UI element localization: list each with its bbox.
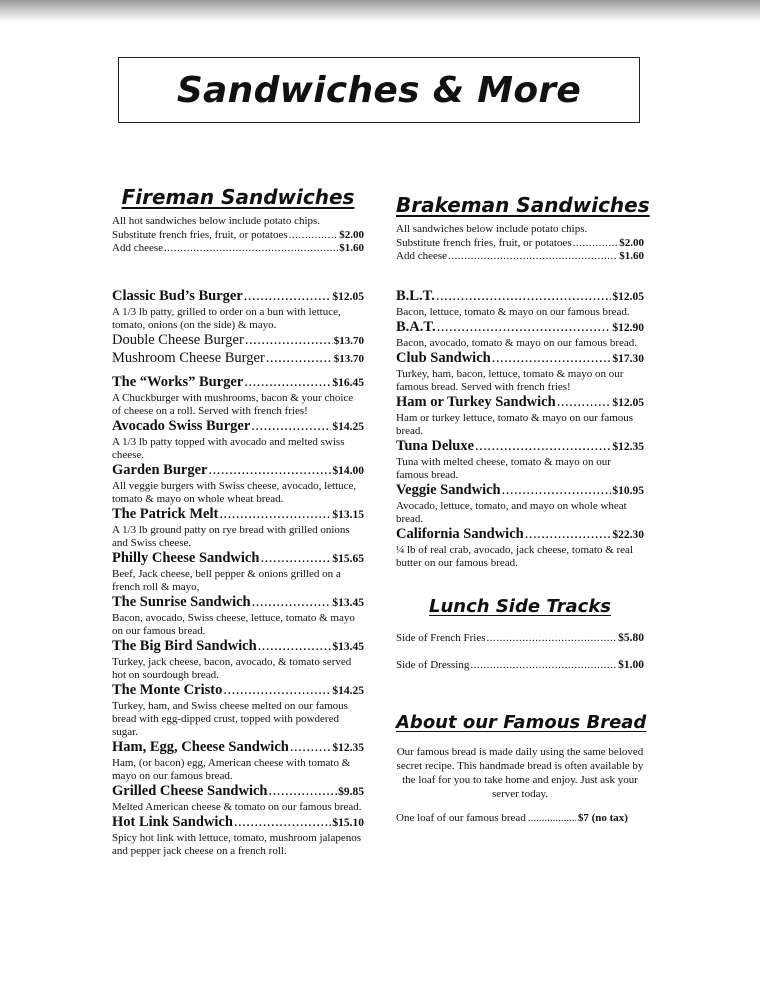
- menu-item: [112, 783, 364, 814]
- leader-dots: [245, 332, 333, 349]
- menu-item-price: $15.10: [332, 816, 364, 829]
- add-cheese-price: $1.60: [339, 242, 364, 254]
- brakeman-heading: Brakeman Sandwiches: [396, 193, 650, 217]
- menu-item: [396, 288, 644, 319]
- menu-item-header: [396, 438, 644, 456]
- menu-item-header: [112, 739, 364, 757]
- side-item-label: Side of French Fries: [396, 631, 486, 644]
- leader-dots: [252, 594, 332, 611]
- menu-item-price: $14.25: [332, 684, 364, 697]
- menu-item-price: $13.15: [332, 508, 364, 521]
- menu-item-name: Ham, Egg, Cheese Sandwich: [112, 738, 289, 755]
- side-item-price: $5.80: [618, 631, 644, 644]
- menu-item-price: $13.45: [332, 640, 364, 653]
- menu-item-description: All veggie burgers with Swiss cheese, avocado, lettuce, tomato & mayo on whole wheat bread.: [112, 479, 357, 505]
- menu-item: [112, 506, 364, 550]
- menu-item: [112, 418, 364, 462]
- menu-item-price: $9.85: [338, 785, 364, 798]
- bread-loaf-line: [396, 811, 644, 825]
- menu-item-description: Bacon, lettuce, tomato & mayo on our famous bread.: [396, 305, 630, 318]
- menu-item-name: The Big Bird Sandwich: [112, 637, 257, 654]
- menu-item-price: $12.90: [612, 321, 644, 334]
- menu-item-price: $12.05: [612, 290, 644, 303]
- fireman-intro-line: All hot sandwiches below include potato chips.: [112, 215, 321, 227]
- side-item-price: $1.00: [618, 658, 644, 671]
- menu-item-description: Ham, (or bacon) egg, American cheese with tomato & mayo on our famous bread.: [112, 756, 351, 782]
- add-cheese-price: $1.60: [619, 250, 644, 262]
- menu-item-price: $12.35: [612, 440, 644, 453]
- menu-item-header: [112, 418, 364, 436]
- leader-dots: [251, 418, 331, 435]
- substitute-price: $2.00: [619, 236, 644, 249]
- menu-item-name: Garden Burger: [112, 461, 208, 478]
- leader-dots: [437, 319, 612, 336]
- menu-item-description: ¼ lb of real crab, avocado, jack cheese, tomato & real butter on our famous bread.: [396, 543, 633, 569]
- fireman-items-list: [112, 288, 364, 858]
- menu-item-name: The “Works” Burger: [112, 373, 244, 390]
- fireman-add-cheese-line: [112, 242, 364, 256]
- menu-item-price: $16.45: [332, 376, 364, 389]
- menu-item-header: [112, 594, 364, 612]
- menu-item-description: A 1/3 lb patty, grilled to order on a bun with lettuce, tomato, onions (on the side) & mayo.: [112, 305, 341, 331]
- menu-item-name: B.L.T.: [396, 287, 435, 304]
- menu-item: [112, 739, 364, 783]
- loaf-price: $7 (no tax): [577, 811, 628, 824]
- menu-item-name: Hot Link Sandwich: [112, 813, 233, 830]
- fireman-heading: Fireman Sandwiches: [121, 185, 355, 209]
- bread-description: Our famous bread is made daily using the same beloved secret recipe. This handmade bread is often available by the loaf for you to take home and enjoy. Just ask your server today.: [396, 745, 644, 800]
- menu-item-price: $12.35: [332, 741, 364, 754]
- leader-dots: [487, 631, 618, 645]
- menu-item: [396, 394, 644, 438]
- menu-item-header: [112, 506, 364, 524]
- leader-dots: [289, 229, 339, 243]
- menu-item: [112, 288, 364, 368]
- variant-price: $13.70: [333, 334, 364, 347]
- substitute-label: Substitute french fries, fruit, or potatoes: [112, 228, 288, 241]
- menu-item-header: [112, 374, 364, 392]
- variant-label: Double Cheese Burger: [112, 331, 244, 348]
- leader-dots: [475, 438, 611, 455]
- leader-dots: [448, 250, 618, 264]
- menu-item-description: Ham or turkey lettuce, tomato & mayo on our famous bread.: [396, 411, 634, 437]
- menu-item-price: $17.30: [612, 352, 644, 365]
- leader-dots: [258, 638, 332, 655]
- menu-item: [112, 638, 364, 682]
- leader-dots: [502, 482, 612, 499]
- substitute-price: $2.00: [339, 228, 364, 241]
- menu-item-name: Ham or Turkey Sandwich: [396, 393, 556, 410]
- menu-item: [396, 319, 644, 350]
- menu-item-name: The Patrick Melt: [112, 505, 219, 522]
- menu-item-variant: [112, 332, 364, 350]
- brakeman-substitute-line: [396, 237, 644, 251]
- substitute-label: Substitute french fries, fruit, or potatoes: [396, 236, 572, 249]
- menu-title: Sandwiches & More: [176, 69, 582, 111]
- leader-dots: [557, 394, 612, 411]
- side-item-label: Side of Dressing: [396, 658, 470, 671]
- sides-heading: Lunch Side Tracks: [428, 595, 612, 617]
- menu-item-variant: [112, 350, 364, 368]
- leader-dots: [244, 374, 331, 391]
- leader-dots: [268, 783, 337, 800]
- brakeman-intro-line: All sandwiches below include potato chips.: [396, 223, 588, 235]
- menu-item-description: Turkey, ham, bacon, lettuce, tomato & mayo on our famous bread. Served with french fries!: [396, 367, 624, 393]
- menu-item-header: [112, 288, 364, 306]
- menu-item: [112, 594, 364, 638]
- menu-item: [396, 526, 644, 570]
- menu-title-box: [118, 57, 640, 123]
- menu-item-header: [112, 814, 364, 832]
- leader-dots: [492, 350, 612, 367]
- menu-item-price: $14.25: [332, 420, 364, 433]
- menu-item: [112, 814, 364, 858]
- menu-item: [112, 682, 364, 739]
- leader-dots: [223, 682, 331, 699]
- fireman-column: [112, 185, 364, 858]
- leader-dots: [573, 237, 619, 251]
- menu-item-description: Beef, Jack cheese, bell pepper & onions grilled on a french roll & mayo,: [112, 567, 341, 593]
- menu-item: [112, 462, 364, 506]
- side-item: [396, 658, 644, 672]
- menu-item-header: [112, 462, 364, 480]
- menu-item-name: Avocado Swiss Burger: [112, 417, 251, 434]
- menu-item-header: [396, 394, 644, 412]
- leader-dots: [290, 739, 332, 756]
- menu-item-name: California Sandwich: [396, 525, 524, 542]
- menu-item-description: Melted American cheese & tomato on our famous bread.: [112, 800, 362, 813]
- menu-item-description: Turkey, jack cheese, bacon, avocado, & tomato served hot on sourdough bread.: [112, 655, 352, 681]
- menu-item-price: $22.30: [612, 528, 644, 541]
- menu-item-name: Grilled Cheese Sandwich: [112, 782, 268, 799]
- menu-item-header: [396, 350, 644, 368]
- leader-dots: [208, 462, 331, 479]
- sides-list: [396, 631, 644, 672]
- menu-item-description: A Chuckburger with mushrooms, bacon & your choice of cheese on a roll. Served with french fries!: [112, 391, 354, 417]
- menu-item-name: Classic Bud’s Burger: [112, 287, 243, 304]
- menu-item-header: [112, 682, 364, 700]
- leader-dots: [244, 288, 332, 305]
- menu-item: [112, 550, 364, 594]
- leader-dots: [470, 658, 617, 672]
- loaf-label: One loaf of our famous bread: [396, 811, 526, 824]
- menu-item-price: $14.00: [332, 464, 364, 477]
- menu-item-header: [112, 638, 364, 656]
- menu-item-price: $13.45: [332, 596, 364, 609]
- fireman-intro: [112, 215, 364, 256]
- menu-item-description: Bacon, avocado, Swiss cheese, lettuce, tomato & mayo on our famous bread.: [112, 611, 355, 637]
- side-item: [396, 631, 644, 645]
- menu-item-description: A 1/3 lb patty topped with avocado and melted swiss cheese.: [112, 435, 345, 461]
- menu-item: [396, 482, 644, 526]
- menu-item-header: [396, 526, 644, 544]
- leader-dots: [528, 811, 576, 825]
- leader-dots: [266, 350, 333, 367]
- add-cheese-label: Add cheese: [112, 242, 164, 254]
- leader-dots: [164, 242, 338, 256]
- add-cheese-label: Add cheese: [396, 250, 448, 262]
- bread-heading: About our Famous Bread: [396, 711, 647, 733]
- leader-dots: [234, 814, 331, 831]
- scan-page-edge: [0, 0, 760, 22]
- brakeman-column: [396, 193, 650, 825]
- menu-item-name: Club Sandwich: [396, 349, 491, 366]
- menu-item-name: The Monte Cristo: [112, 681, 223, 698]
- menu-item-name: Tuna Deluxe: [396, 437, 475, 454]
- leader-dots: [260, 550, 331, 567]
- menu-item-description: Turkey, ham, and Swiss cheese melted on our famous bread with egg-dipped crust, topped with powdered sugar.: [112, 699, 348, 738]
- variant-label: Mushroom Cheese Burger: [112, 349, 265, 366]
- brakeman-intro: [396, 223, 644, 264]
- menu-item-name: The Sunrise Sandwich: [112, 593, 251, 610]
- menu-item-price: $12.05: [612, 396, 644, 409]
- menu-item-header: [112, 550, 364, 568]
- leader-dots: [219, 506, 331, 523]
- menu-item-header: [396, 288, 644, 306]
- menu-item-description: Avocado, lettuce, tomato, and mayo on whole wheat bread.: [396, 499, 627, 525]
- menu-item-header: [396, 319, 644, 337]
- menu-item-description: A 1/3 lb ground patty on rye bread with grilled onions and Swiss cheese.: [112, 523, 350, 549]
- menu-item-price: $15.65: [332, 552, 364, 565]
- fireman-substitute-line: [112, 229, 364, 243]
- menu-item-header: [396, 482, 644, 500]
- leader-dots: [436, 288, 612, 305]
- variant-price: $13.70: [333, 352, 364, 365]
- menu-item-description: Bacon, avocado, tomato & mayo on our famous bread.: [396, 336, 638, 349]
- menu-item: [396, 350, 644, 394]
- menu-item-price: $10.95: [612, 484, 644, 497]
- brakeman-add-cheese-line: [396, 250, 644, 264]
- menu-item-header: [112, 783, 364, 801]
- menu-item-name: B.A.T.: [396, 318, 436, 335]
- menu-item-name: Philly Cheese Sandwich: [112, 549, 260, 566]
- menu-item-price: $12.05: [332, 290, 364, 303]
- leader-dots: [525, 526, 612, 543]
- menu-item-description: Spicy hot link with lettuce, tomato, mushroom jalapenos and pepper jack cheese on a french roll.: [112, 831, 361, 857]
- menu-item-description: Tuna with melted cheese, tomato & mayo on our famous bread.: [396, 455, 611, 481]
- menu-item: [112, 374, 364, 418]
- menu-item: [396, 438, 644, 482]
- brakeman-items-list: [396, 288, 644, 570]
- menu-item-name: Veggie Sandwich: [396, 481, 501, 498]
